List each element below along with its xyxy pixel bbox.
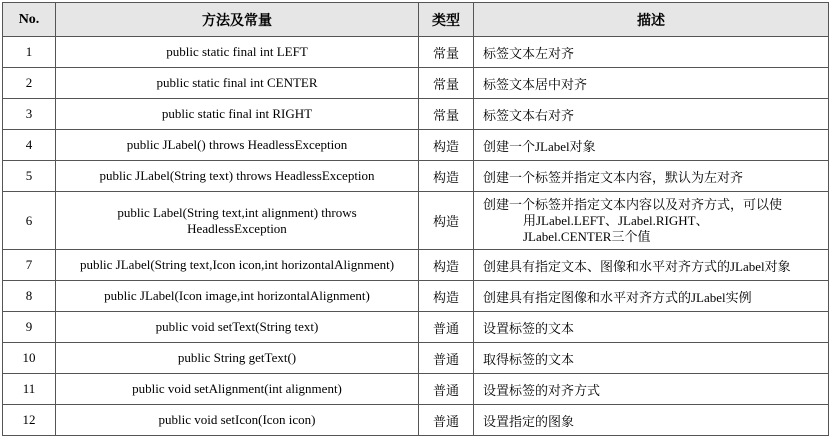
table-row (3, 37, 829, 68)
desc-cell: 设置指定的图象 (474, 405, 829, 436)
desc-cell: 标签文本右对齐 (474, 99, 829, 130)
table-row (3, 343, 829, 374)
type-cell: 构造 (419, 250, 474, 281)
type-cell: 常量 (419, 37, 474, 68)
method-cell: public JLabel(String text,Icon icon,int horizontalAlignment) (56, 250, 419, 281)
header-type: 类型 (419, 3, 474, 37)
method-line: public Label(String text,int alignment) throws (117, 204, 357, 220)
method-cell: public JLabel(Icon image,int horizontalAlignment) (56, 281, 419, 312)
header-row (3, 3, 829, 37)
table-row (3, 374, 829, 405)
desc-cell: 创建一个JLabel对象 (474, 130, 829, 161)
header-method: 方法及常量 (56, 3, 419, 37)
table-row (3, 281, 829, 312)
table-row (3, 161, 829, 192)
table-row (3, 312, 829, 343)
row-number: 5 (3, 161, 56, 192)
type-cell: 普通 (419, 312, 474, 343)
table-row (3, 250, 829, 281)
desc-cell: 创建一个标签并指定文本内容，默认为左对齐 (474, 161, 829, 192)
type-cell: 普通 (419, 374, 474, 405)
method-cell: public JLabel(String text) throws HeadlessException (56, 161, 419, 192)
desc-line: 用JLabel.LEFT、JLabel.RIGHT、 (523, 212, 709, 228)
type-cell: 普通 (419, 343, 474, 374)
table-row (3, 130, 829, 161)
row-number: 11 (3, 374, 56, 405)
desc-cell: 设置标签的对齐方式 (474, 374, 829, 405)
desc-cell: 取得标签的文本 (474, 343, 829, 374)
method-cell: public static final int LEFT (56, 37, 419, 68)
row-number: 8 (3, 281, 56, 312)
row-number: 7 (3, 250, 56, 281)
row-number: 12 (3, 405, 56, 436)
type-cell: 构造 (419, 130, 474, 161)
desc-cell: 标签文本左对齐 (474, 37, 829, 68)
desc-cell: 标签文本居中对齐 (474, 68, 829, 99)
method-cell (56, 192, 419, 250)
type-cell: 构造 (419, 161, 474, 192)
method-cell: public JLabel() throws HeadlessException (56, 130, 419, 161)
method-cell: public void setAlignment(int alignment) (56, 374, 419, 405)
row-number: 6 (3, 192, 56, 250)
header-no: No. (3, 3, 56, 37)
desc-cell: 设置标签的文本 (474, 312, 829, 343)
desc-cell (474, 192, 829, 250)
method-cell: public static final int CENTER (56, 68, 419, 99)
method-cell: public String getText() (56, 343, 419, 374)
method-cell: public void setText(String text) (56, 312, 419, 343)
type-cell: 普通 (419, 405, 474, 436)
type-cell: 构造 (419, 192, 474, 250)
table-row (3, 405, 829, 436)
row-number: 2 (3, 68, 56, 99)
table-row (3, 192, 829, 250)
type-cell: 常量 (419, 68, 474, 99)
row-number: 9 (3, 312, 56, 343)
method-line: HeadlessException (187, 220, 287, 236)
table-row (3, 68, 829, 99)
desc-cell: 创建具有指定文本、图像和水平对齐方式的JLabel对象 (474, 250, 829, 281)
desc-cell: 创建具有指定图像和水平对齐方式的JLabel实例 (474, 281, 829, 312)
method-cell: public void setIcon(Icon icon) (56, 405, 419, 436)
row-number: 4 (3, 130, 56, 161)
header-desc: 描述 (474, 3, 829, 37)
type-cell: 构造 (419, 281, 474, 312)
row-number: 3 (3, 99, 56, 130)
type-cell: 常量 (419, 99, 474, 130)
api-table (2, 2, 829, 436)
row-number: 1 (3, 37, 56, 68)
desc-line: 创建一个标签并指定文本内容以及对齐方式，可以使 (483, 196, 783, 212)
table-row (3, 99, 829, 130)
desc-line: JLabel.CENTER三个值 (523, 228, 651, 244)
method-cell: public static final int RIGHT (56, 99, 419, 130)
row-number: 10 (3, 343, 56, 374)
